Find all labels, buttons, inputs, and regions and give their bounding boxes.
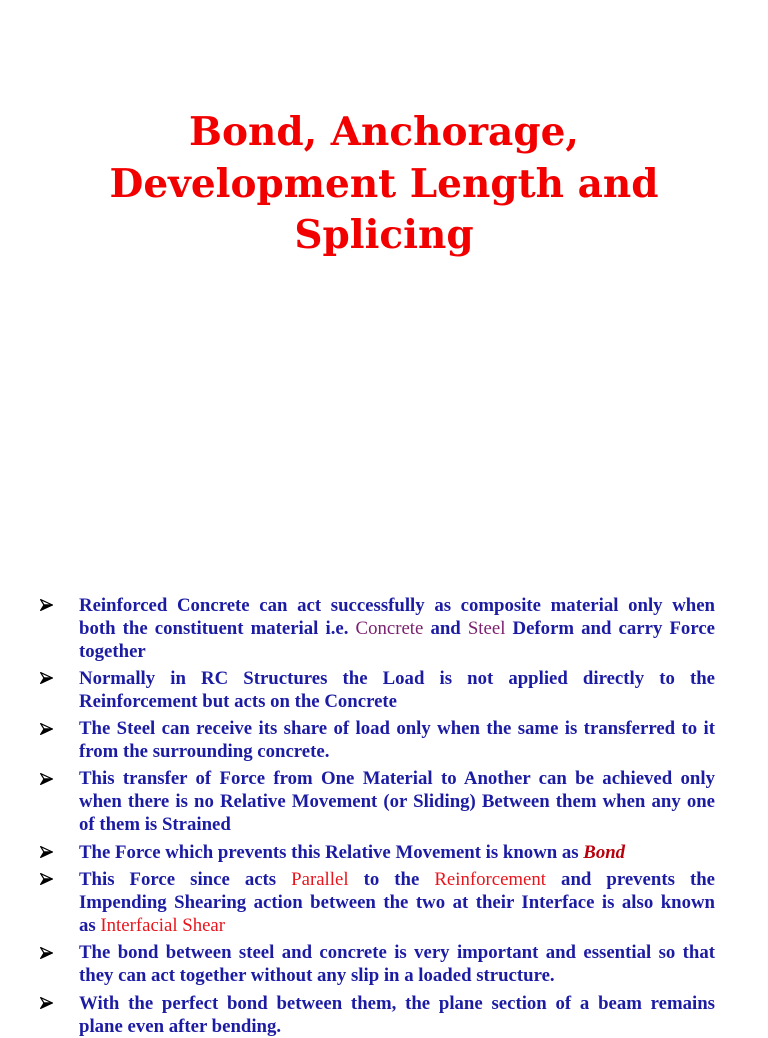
bullet-text: to the — [348, 868, 435, 890]
term-interfacial-shear: Interfacial Shear — [100, 914, 226, 936]
arrow-bullet-icon — [40, 773, 53, 785]
bullet-text: This Force since acts — [79, 868, 292, 890]
bullet-text: Deform and carry Force — [505, 617, 715, 639]
bullet-line — [79, 868, 715, 891]
title-line: Development Length and — [109, 160, 659, 207]
bullet-line: The bond between steel and concrete is very important and essential so that — [79, 942, 715, 964]
arrow-bullet-icon — [40, 997, 53, 1009]
term-steel: Steel — [467, 617, 506, 639]
page-title — [0, 107, 768, 262]
bullet-line: from the surrounding concrete. — [79, 741, 330, 763]
bullet-text: both the constituent material i.e. — [79, 617, 356, 639]
bullet-line: This transfer of Force from One Material to Another can be achieved only — [79, 768, 715, 790]
arrow-bullet-icon — [40, 873, 53, 885]
term-parallel: Parallel — [291, 868, 349, 890]
term-bond: Bond — [583, 841, 626, 863]
bullet-line: With the perfect bond between them, the plane section of a beam remains — [79, 992, 715, 1014]
title-line: Bond, Anchorage, — [189, 109, 579, 155]
arrow-bullet-icon — [40, 846, 53, 858]
bullet-text: and prevents the — [546, 868, 715, 890]
term-concrete: Concrete — [355, 617, 424, 639]
bullet-item — [40, 717, 715, 763]
bullet-item — [40, 941, 715, 987]
bullet-line: Reinforcement but acts on the Concrete — [79, 690, 397, 712]
bullet-text: The Force which prevents this Relative Movement is known as — [79, 841, 584, 863]
arrow-bullet-icon — [40, 599, 53, 611]
bullet-item — [40, 667, 715, 713]
bullet-line: they can act together without any slip in a loaded structure. — [79, 965, 555, 987]
arrow-bullet-icon — [40, 672, 53, 684]
bullet-line: Normally in RC Structures the Load is not applied directly to the — [79, 667, 715, 689]
bullet-line: when there is no Relative Movement (or Sliding) Between them when any one — [79, 791, 715, 813]
bullet-line: Reinforced Concrete can act successfully as composite material only when — [79, 594, 715, 616]
arrow-bullet-icon — [40, 947, 53, 959]
bullet-list — [40, 594, 715, 1037]
bullet-line — [79, 841, 715, 864]
bullet-item — [40, 868, 715, 937]
bullet-item — [40, 767, 715, 836]
bullet-line: The Steel can receive its share of load only when the same is transferred to it — [79, 718, 715, 740]
bullet-item — [40, 992, 715, 1037]
bullet-line — [79, 617, 715, 640]
term-reinforcement: Reinforcement — [434, 868, 546, 890]
bullet-text: and — [423, 617, 468, 639]
bullet-line — [79, 914, 715, 937]
bullet-item — [40, 841, 715, 864]
bullet-text: as — [79, 914, 101, 936]
title-line: Splicing — [294, 212, 474, 258]
bullet-item — [40, 594, 715, 663]
arrow-bullet-icon — [40, 723, 53, 735]
bullet-line: together — [79, 640, 146, 662]
bullet-line: plane even after bending. — [79, 1015, 282, 1037]
bullet-line: of them is Strained — [79, 814, 231, 836]
bullet-line: Impending Shearing action between the two at their Interface is also known — [79, 891, 715, 913]
